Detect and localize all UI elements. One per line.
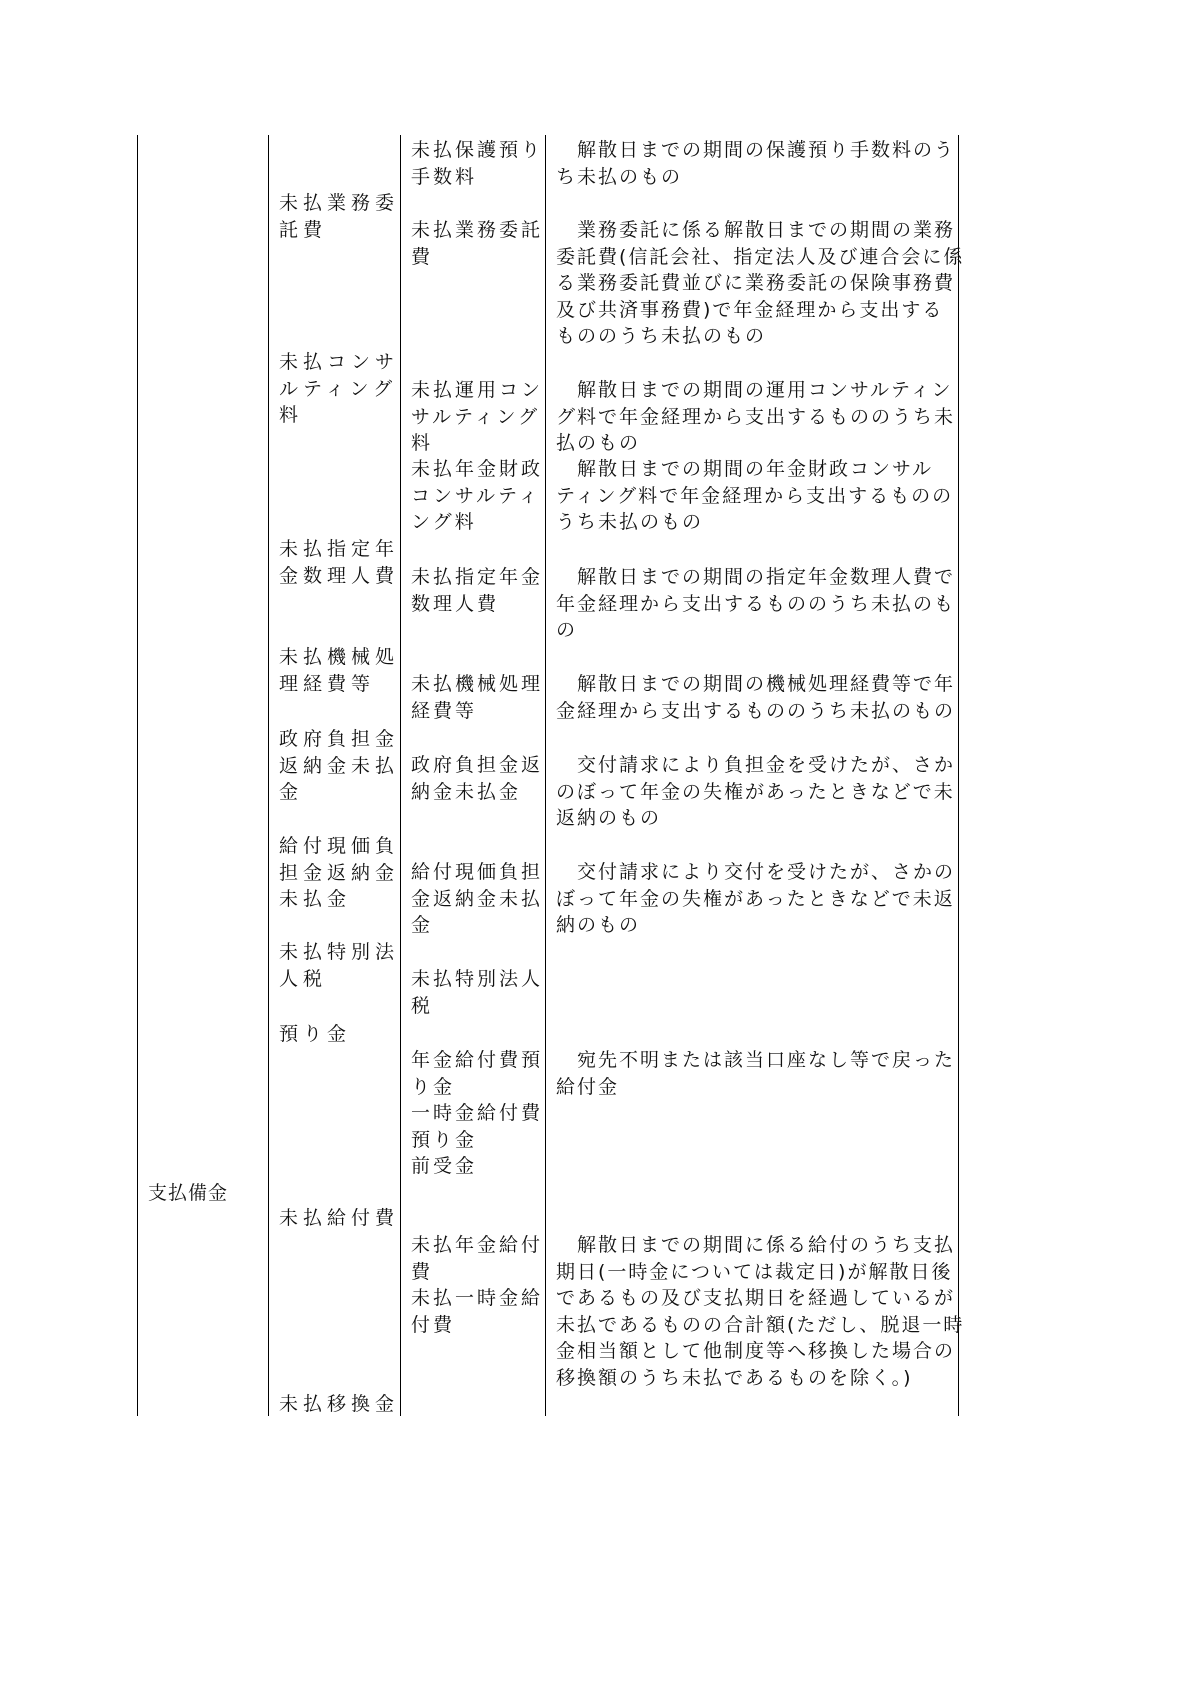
cell-text-line: 未払年金財政 xyxy=(411,458,544,480)
cell-text-line: 金返納金未払 xyxy=(411,887,544,910)
cell-text-line: ティング料で年金経理から支出するものの xyxy=(556,484,954,507)
cell-text-line: グ料で年金経理から支出するもののうち未 xyxy=(556,405,956,428)
cell-text-line: 未払保護預り xyxy=(411,139,544,161)
cell-text-line: コンサルティ xyxy=(411,484,541,507)
cell-text-line: 交付請求により負担金を受けたが、さか xyxy=(556,754,956,776)
cell-text-line: 未払機械処理 xyxy=(411,673,544,695)
cell-text-line: 解散日までの期間の保護預り手数料のう xyxy=(556,139,956,161)
cell-text-line: 数理人費 xyxy=(411,592,500,615)
cell-text-line: 手数料 xyxy=(411,165,478,188)
subaccount-cell xyxy=(411,217,543,270)
table-divider-3 xyxy=(545,135,546,1416)
cell-text-line: 預り金 xyxy=(279,1023,352,1045)
cell-text-line: 未払指定年 xyxy=(279,538,400,560)
description-cell xyxy=(556,859,955,939)
subaccount-cell xyxy=(411,966,543,1019)
description-cell xyxy=(556,752,955,832)
cell-text-line: 交付請求により交付を受けたが、さかの xyxy=(556,861,956,883)
cell-text-line: 宛先不明または該当口座なし等で戻った xyxy=(556,1049,956,1071)
cell-text-line: 経費等 xyxy=(411,699,478,722)
account-cell xyxy=(279,190,399,243)
cell-text-line: 解散日までの期間の運用コンサルティン xyxy=(556,379,953,401)
cell-text-line: 人税 xyxy=(279,967,328,990)
cell-text-line: 未払業務委 xyxy=(279,192,400,214)
cell-text-line: 政府負担金 xyxy=(279,728,400,750)
cell-text-line: 給付現価負担 xyxy=(411,861,544,883)
cell-text-line: 委託費(信託会社、指定法人及び連合会に係 xyxy=(556,245,965,268)
description-cell xyxy=(556,456,953,536)
cell-text-line: 一時金給付費 xyxy=(411,1102,544,1124)
subaccount-cell xyxy=(411,671,543,724)
cell-text-line: 及び共済事務費)で年金経理から支出する xyxy=(556,298,944,321)
cell-text-line: 金 xyxy=(411,914,434,936)
subaccount-cell xyxy=(411,456,543,536)
cell-text-line: 預り金 xyxy=(411,1128,478,1151)
cell-text-line: 解散日までの期間に係る給付のうち支払 xyxy=(556,1234,956,1256)
cell-text-line: もののうち未払のもの xyxy=(556,325,767,347)
cell-text-line: 給付金 xyxy=(556,1075,620,1098)
description-cell xyxy=(556,217,964,350)
subaccount-cell xyxy=(411,1232,543,1338)
account-cell xyxy=(279,833,399,913)
cell-text-line: 費 xyxy=(411,1260,434,1283)
cell-text-line: 支払備金 xyxy=(148,1182,229,1204)
cell-text-line: 税 xyxy=(411,994,434,1017)
account-cell xyxy=(279,939,399,992)
cell-text-line: 料 xyxy=(279,404,304,426)
cell-text-line: り金 xyxy=(411,1075,456,1098)
account-cell xyxy=(279,536,399,589)
cell-text-line: 未払金 xyxy=(279,888,352,910)
cell-text-line: ち未払のもの xyxy=(556,165,683,188)
cell-text-line: 付費 xyxy=(411,1313,456,1336)
cell-text-line: 未払特別法人 xyxy=(411,968,544,990)
subaccount-cell xyxy=(411,564,543,617)
cell-text-line: 未払機械処 xyxy=(279,646,400,668)
cell-text-line: 託費 xyxy=(279,218,328,241)
cell-text-line: 未払給付費 xyxy=(279,1207,400,1229)
subaccount-cell xyxy=(411,1047,543,1180)
description-cell xyxy=(556,1047,955,1100)
cell-text-line: うち未払のもの xyxy=(556,511,704,533)
cell-text-line: 期日(一時金については裁定日)が解散日後 xyxy=(556,1260,953,1283)
cell-text-line: 政府負担金返 xyxy=(411,754,544,776)
account-cell xyxy=(279,1205,399,1232)
cell-text-line: 納のもの xyxy=(556,914,641,936)
cell-text-line: 業務委託に係る解散日までの期間の業務 xyxy=(556,219,956,241)
cell-text-line: 解散日までの期間の機械処理経費等で年 xyxy=(556,673,956,695)
subaccount-cell xyxy=(411,137,543,190)
cell-text-line: 金数理人費 xyxy=(279,564,400,587)
account-cell xyxy=(279,726,399,806)
cell-text-line: 年金給付費預 xyxy=(411,1049,544,1071)
cell-text-line: 金 xyxy=(279,781,304,803)
cell-text-line: 納金未払金 xyxy=(411,780,522,803)
cell-text-line: 未払業務委託 xyxy=(411,219,544,241)
cell-text-line: 払のもの xyxy=(556,432,641,454)
category-cell xyxy=(148,1180,228,1207)
cell-text-line: 理経費等 xyxy=(279,672,376,695)
cell-text-line: 費 xyxy=(411,245,434,268)
cell-text-line: 給付現価負 xyxy=(279,835,400,857)
cell-text-line: ング料 xyxy=(411,511,477,533)
subaccount-cell xyxy=(411,377,543,457)
cell-text-line: であるもの及び支払期日を経過しているが xyxy=(556,1287,956,1309)
cell-text-line: 未払コンサ xyxy=(279,351,400,373)
account-cell xyxy=(279,349,399,429)
account-cell xyxy=(279,644,399,697)
cell-text-line: 未払運用コン xyxy=(411,379,544,401)
account-cell xyxy=(279,1021,351,1048)
cell-text-line: 金相当額として他制度等へ移換した場合の xyxy=(556,1340,956,1362)
subaccount-cell xyxy=(411,752,543,805)
table-border-left xyxy=(137,135,138,1416)
cell-text-line: 解散日までの期間の年金財政コンサル xyxy=(556,458,934,480)
account-cell xyxy=(279,1391,399,1418)
cell-text-line: る業務委託費並びに業務委託の保険事務費 xyxy=(556,272,956,294)
cell-text-line: 返納のもの xyxy=(556,807,662,829)
cell-text-line: 未払指定年金 xyxy=(411,566,544,588)
subaccount-cell xyxy=(411,859,543,939)
cell-text-line: のぼって年金の失権があったときなどで未 xyxy=(556,780,955,803)
cell-text-line: ルティング xyxy=(279,377,398,400)
description-cell xyxy=(556,377,955,457)
cell-text-line: 年金経理から支出するもののうち未払のも xyxy=(556,592,956,615)
cell-text-line: 未払年金給付 xyxy=(411,1234,544,1256)
table-divider-1 xyxy=(268,135,269,1416)
cell-text-line: 移換額のうち未払であるものを除く。) xyxy=(556,1366,913,1389)
cell-text-line: 未払特別法 xyxy=(279,941,400,963)
cell-text-line: 前受金 xyxy=(411,1155,478,1177)
cell-text-line: 返納金未払 xyxy=(279,754,400,777)
cell-text-line: 未払移換金 xyxy=(279,1393,400,1415)
description-cell xyxy=(556,1232,964,1391)
description-cell xyxy=(556,671,955,724)
description-cell xyxy=(556,137,955,190)
table-divider-2 xyxy=(400,135,401,1416)
cell-text-line: 金経理から支出するもののうち未払のもの xyxy=(556,699,956,722)
cell-text-line: 担金返納金 xyxy=(279,861,400,884)
cell-text-line: 料 xyxy=(411,432,434,454)
cell-text-line: の xyxy=(556,619,578,641)
cell-text-line: 未払であるものの合計額(ただし、脱退一時 xyxy=(556,1313,965,1336)
cell-text-line: 解散日までの期間の指定年金数理人費で xyxy=(556,566,956,588)
cell-text-line: 未払一時金給 xyxy=(411,1287,544,1309)
cell-text-line: サルティング xyxy=(411,405,541,428)
description-cell xyxy=(556,564,955,644)
cell-text-line: ぼって年金の失権があったときなどで未返 xyxy=(556,887,955,910)
